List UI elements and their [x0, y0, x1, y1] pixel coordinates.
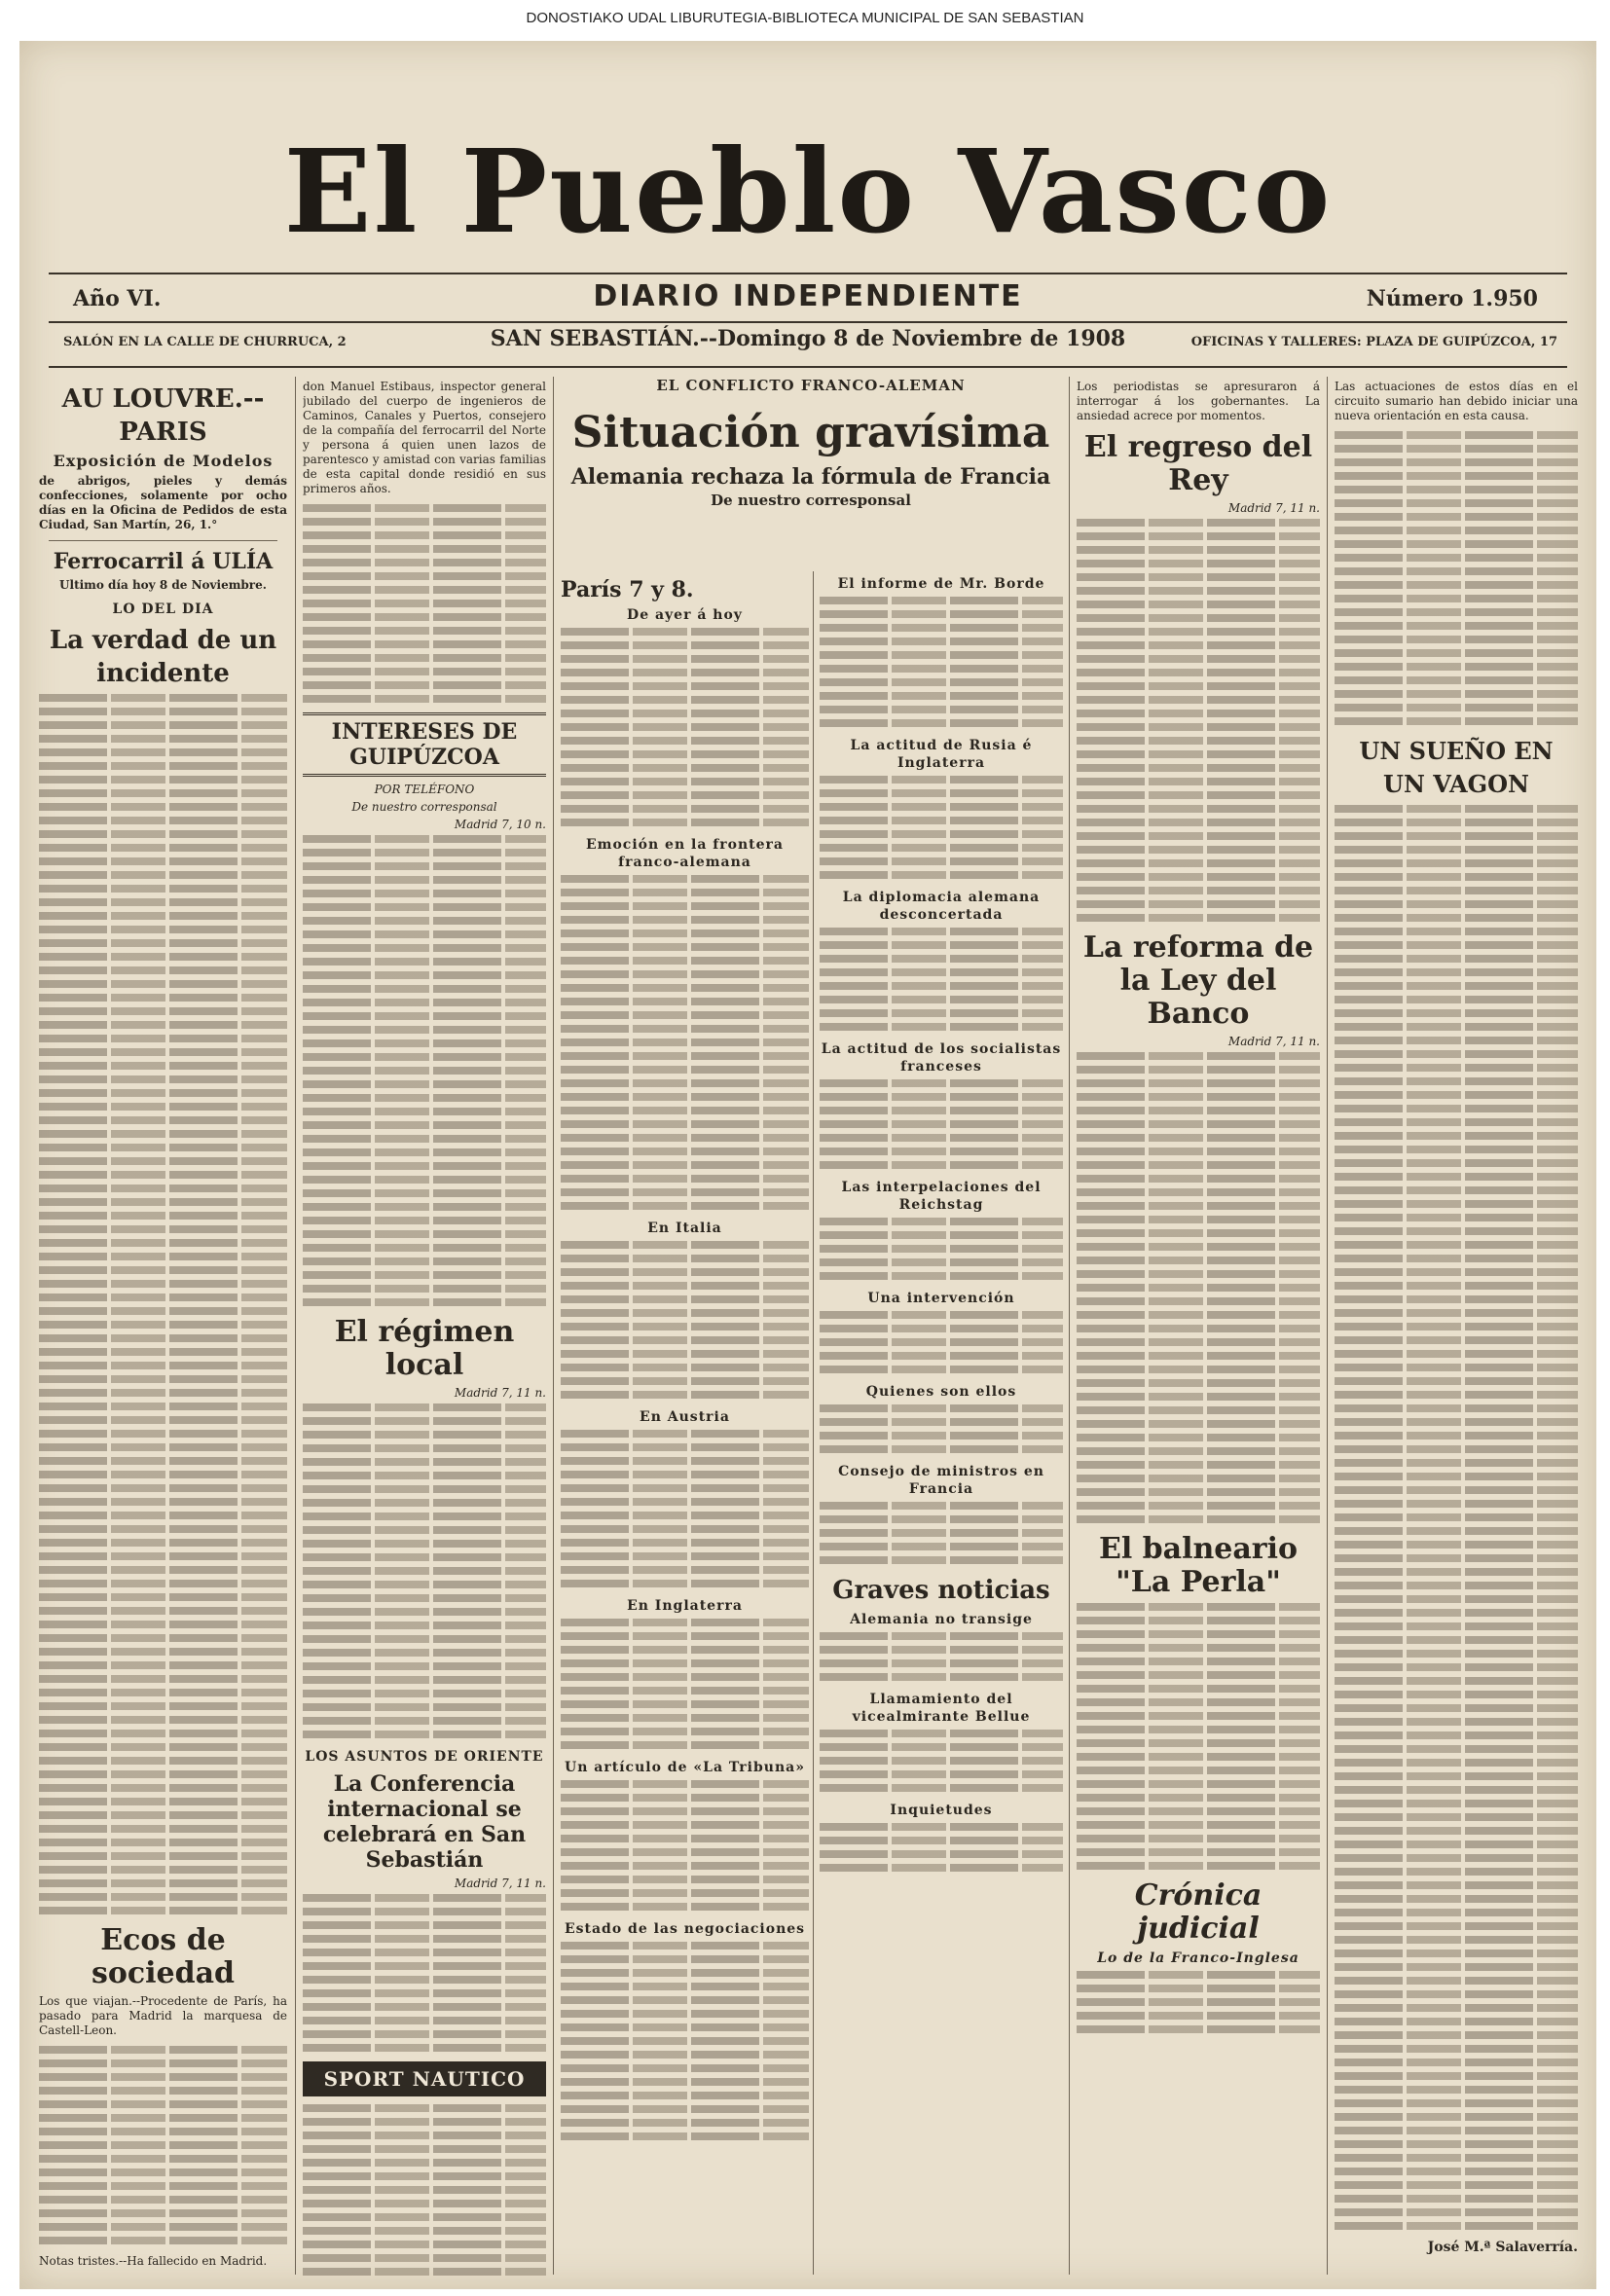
- article-subhead: La diplomacia alemana desconcertada: [842, 890, 1041, 923]
- article-headline: La reforma de la Ley del Banco: [1082, 930, 1314, 1031]
- section-kicker: EL CONFLICTO FRANCO-ALEMAN: [656, 377, 966, 394]
- address-left: SALÓN EN LA CALLE DE CHURRUCA, 2: [63, 335, 347, 349]
- article-subhead: Emoción en la frontera franco-alemana: [585, 837, 784, 870]
- feature-byline: De nuestro corresponsal: [711, 492, 911, 509]
- column-6: [1335, 377, 1578, 2279]
- article-subhead: Estado de las negociaciones: [564, 1921, 806, 1937]
- article-subhead: Llamamiento del vicealmirante Bellue: [852, 1692, 1031, 1725]
- article-body: [39, 694, 287, 1914]
- article-lead: Los que viajan.--Procedente de París, ha pasado para Madrid la marquesa de Castell-Leon.: [39, 1994, 287, 2037]
- separator: [49, 540, 277, 541]
- article-byline: POR TELÉFONO: [374, 783, 475, 796]
- article-date: Madrid 7, 11 n.: [1227, 1035, 1320, 1048]
- library-banner: DONOSTIAKO UDAL LIBURUTEGIA-BIBLIOTECA MUNICIPAL DE SAN SEBASTIAN: [0, 0, 1610, 37]
- column-rule: [813, 571, 814, 2275]
- section-kicker: LOS ASUNTOS DE ORIENTE: [305, 1749, 544, 1765]
- article-subhead: En Austria: [640, 1409, 730, 1425]
- article-byline: De nuestro corresponsal: [351, 800, 497, 814]
- article-subhead: Consejo de ministros en Francia: [838, 1464, 1044, 1497]
- column-3a: [561, 571, 809, 2279]
- feature-subhead: Alemania rechaza la fórmula de Francia: [570, 464, 1051, 490]
- article-headline: UN SUEÑO EN UN VAGON: [1359, 737, 1554, 798]
- article-continuation: Las actuaciones de estos días en el circuito sumario han debido iniciar una nueva orientación en esta causa.: [1335, 380, 1578, 422]
- issue-number: Número 1.950: [1366, 286, 1538, 311]
- article-subhead: Quienes son ellos: [865, 1384, 1017, 1400]
- article-signature: José M.ª Salaverría.: [1427, 2240, 1578, 2255]
- article-subhead: La actitud de los socialistas franceses: [821, 1041, 1062, 1075]
- article-subhead: Inquietudes: [890, 1803, 993, 1818]
- article-headline: INTERESES DE GUIPÚZCOA: [303, 712, 546, 777]
- article-continuation: don Manuel Estibaus, inspector general jubilado del cuerpo de ingenieros de Caminos, Canales y Puertos, consejero de la compañía del ferrocarril del Norte y persona á quien unen lazos de parentesco y amistad con varias familias de esta capital donde residió en sus primeros años.: [303, 380, 546, 495]
- article-subhead: En Inglaterra: [627, 1598, 743, 1614]
- feature-header: [553, 377, 1069, 509]
- column-rule: [1327, 377, 1328, 2275]
- column-rule: [553, 377, 554, 2275]
- article-subhead: Lo de la Franco-Inglesa: [1097, 1950, 1299, 1966]
- article-headline: SPORT NAUTICO: [303, 2061, 546, 2096]
- article-headline: Ecos de sociedad: [91, 1923, 236, 1990]
- column-rule: [1069, 377, 1070, 2275]
- article-footnote: Notas tristes.--Ha fallecido en Madrid.: [39, 2254, 268, 2268]
- newspaper-page: [19, 41, 1596, 2289]
- ad-louvre-title: AU LOUVRE.--PARIS: [61, 384, 265, 447]
- article-date: Madrid 7, 11 n.: [454, 1877, 546, 1890]
- ad-louvre-text: de abrigos, pieles y demás confecciones, solamente por ocho días en la Oficina de Pedidos de esta Ciudad, San Martín, 26, 1.°: [39, 474, 287, 531]
- article-continuation: Los periodistas se apresuraron á interrogar á los gobernantes. La ansiedad acrece por momentos.: [1077, 380, 1320, 422]
- column-rule: [295, 377, 296, 2275]
- article-subhead: Una intervención: [867, 1291, 1015, 1306]
- masthead-title: El Pueblo Vasco: [283, 124, 1333, 259]
- article-date: Madrid 7, 10 n.: [454, 818, 546, 831]
- ad-ulia-text: Ultimo día hoy 8 de Noviembre.: [59, 578, 267, 592]
- article-subhead: Alemania no transige: [850, 1612, 1033, 1627]
- issue-year: Año VI.: [73, 286, 162, 311]
- masthead-subtitle: DIARIO INDEPENDIENTE: [593, 279, 1023, 313]
- article-subhead: La actitud de Rusia é Inglaterra: [850, 738, 1033, 771]
- masthead-rule: [49, 321, 1567, 323]
- masthead-rule: [49, 273, 1567, 274]
- article-headline: Graves noticias: [832, 1576, 1050, 1605]
- article-headline: El balneario "La Perla": [1098, 1532, 1299, 1599]
- article-headline: El regreso del Rey: [1083, 430, 1313, 497]
- feature-headline: Situación gravísima: [571, 408, 1050, 457]
- ad-louvre-subtitle: Exposición de Modelos: [53, 452, 274, 470]
- column-3b: [820, 571, 1063, 2279]
- article-headline: La Conferencia internacional se celebrará en San Sebastián: [322, 1771, 527, 1873]
- masthead-rule: [49, 366, 1567, 368]
- article-dateline: París 7 y 8.: [561, 577, 694, 602]
- column-2: [303, 377, 546, 2279]
- issue-dateline: SAN SEBASTIÁN.--Domingo 8 de Noviembre de 1908: [490, 326, 1126, 351]
- article-headline: El régimen local: [334, 1315, 515, 1382]
- article-subhead: Las interpelaciones del Reichstag: [841, 1180, 1042, 1213]
- ad-ulia-title: Ferrocarril á ULÍA: [53, 549, 274, 574]
- article-date: Madrid 7, 11 n.: [1227, 501, 1320, 515]
- address-right: OFICINAS Y TALLERES: PLAZA DE GUIPÚZCOA, 17: [1190, 335, 1557, 349]
- article-date: Madrid 7, 11 n.: [454, 1386, 546, 1400]
- article-subhead: En Italia: [647, 1221, 722, 1236]
- article-headline: Crónica judicial: [1134, 1878, 1262, 1946]
- article-subhead: Un artículo de «La Tribuna»: [565, 1760, 805, 1775]
- section-kicker: LO DEL DIA: [112, 601, 214, 617]
- column-1: [39, 377, 287, 2279]
- column-5: [1077, 377, 1320, 2279]
- article-subhead: De ayer á hoy: [627, 607, 743, 623]
- article-headline: La verdad de un incidente: [49, 626, 277, 688]
- article-subhead: El informe de Mr. Borde: [837, 576, 1045, 592]
